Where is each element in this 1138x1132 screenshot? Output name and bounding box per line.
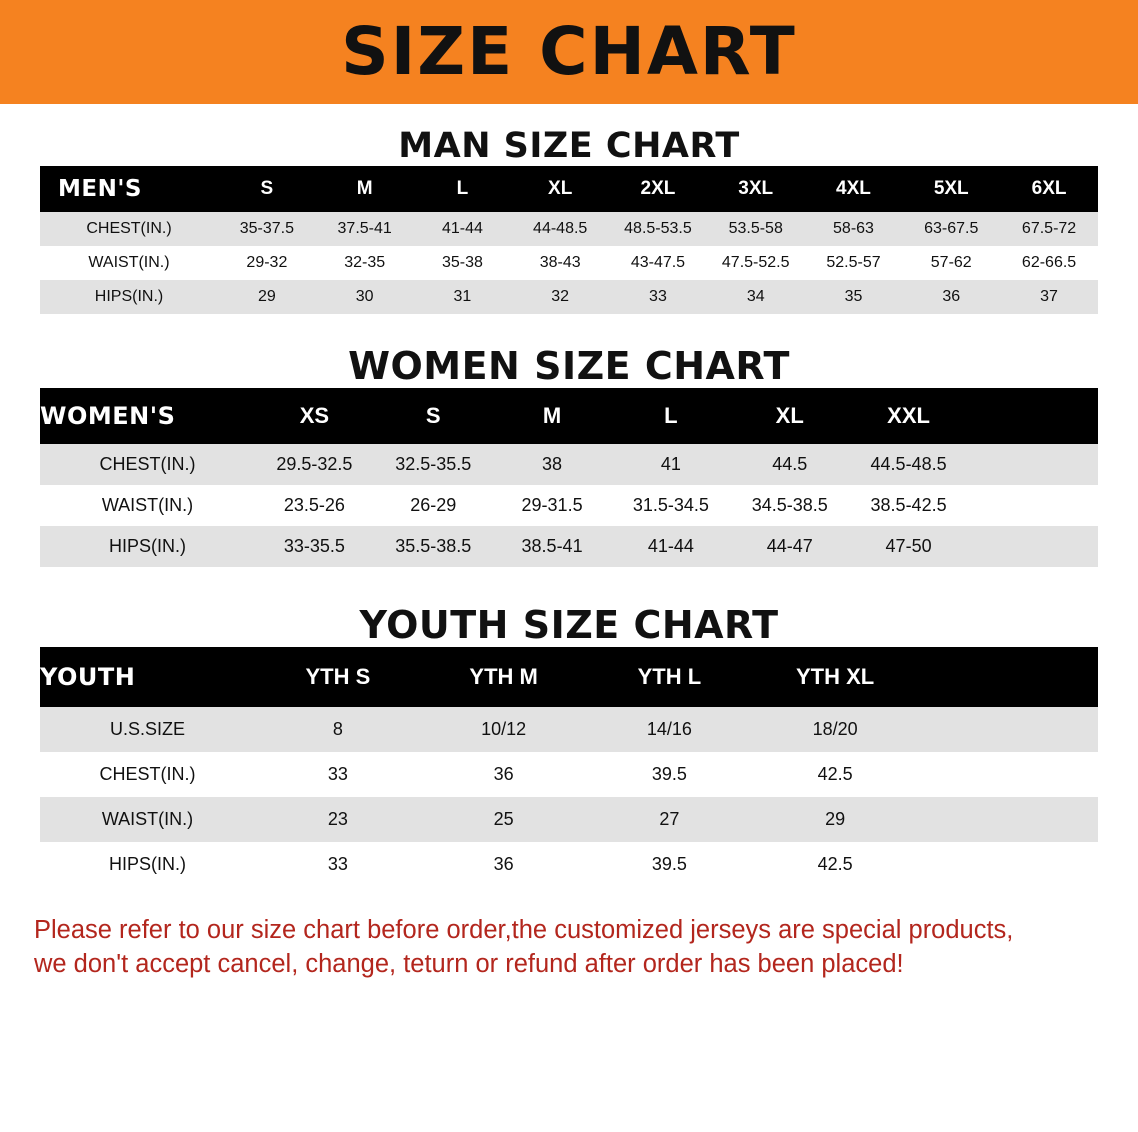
table-row xyxy=(40,797,1098,842)
youth-table-body xyxy=(40,707,1098,887)
youth-r1-c3: 42.5 xyxy=(752,752,918,797)
youth-col-3: YTH XL xyxy=(796,664,875,689)
youth-row-3-label: HIPS(IN.) xyxy=(40,842,255,887)
men-r1-c5: 47.5-52.5 xyxy=(707,246,805,280)
youth-r1-c0: 33 xyxy=(255,752,421,797)
women-r1-c2: 29-31.5 xyxy=(493,485,612,526)
women-col-spacer xyxy=(968,388,1098,444)
women-table-body xyxy=(40,444,1098,567)
women-r2-c3: 41-44 xyxy=(611,526,730,567)
table-row xyxy=(40,752,1098,797)
women-row-0-label: CHEST(IN.) xyxy=(40,444,255,485)
youth-r2-c0: 23 xyxy=(255,797,421,842)
policy-note-line-1: Please refer to our size chart before order,the customized jerseys are special products, xyxy=(34,916,1014,944)
youth-col-2: YTH L xyxy=(637,664,702,689)
women-r0-c5: 44.5-48.5 xyxy=(849,444,968,485)
women-r1-c4: 34.5-38.5 xyxy=(730,485,849,526)
youth-r2-spacer xyxy=(918,797,1098,842)
man-section-heading: MAN SIZE CHART xyxy=(398,126,740,166)
youth-r3-spacer xyxy=(918,842,1098,887)
men-r1-c3: 38-43 xyxy=(511,246,609,280)
women-r1-c3: 31.5-34.5 xyxy=(611,485,730,526)
men-r0-c2: 41-44 xyxy=(414,212,512,246)
man-table-wrap xyxy=(0,166,1138,314)
women-r1-c5: 38.5-42.5 xyxy=(849,485,968,526)
men-r0-c0: 35-37.5 xyxy=(218,212,316,246)
youth-r2-c3: 29 xyxy=(752,797,918,842)
table-row xyxy=(40,842,1098,887)
policy-note-line-2: we don't accept cancel, change, teturn or refund after order has been placed! xyxy=(34,950,904,979)
men-size-table xyxy=(40,166,1098,314)
men-r0-c1: 37.5-41 xyxy=(316,212,414,246)
youth-r3-c3: 42.5 xyxy=(752,842,918,887)
women-r0-c4: 44.5 xyxy=(730,444,849,485)
men-r1-c4: 43-47.5 xyxy=(609,246,707,280)
men-r2-c4: 33 xyxy=(609,280,707,314)
women-r1-c1: 26-29 xyxy=(374,485,493,526)
men-r2-c5: 34 xyxy=(707,280,805,314)
youth-row-0-label: U.S.SIZE xyxy=(40,707,255,752)
youth-col-1: YTH M xyxy=(469,664,538,689)
youth-r1-c1: 36 xyxy=(421,752,587,797)
youth-r0-c1: 10/12 xyxy=(421,707,587,752)
women-col-4: XL xyxy=(775,403,804,428)
men-r2-c6: 35 xyxy=(805,280,903,314)
men-col-4: 2XL xyxy=(640,178,676,199)
women-r0-c0: 29.5-32.5 xyxy=(255,444,374,485)
youth-col-0: YTH S xyxy=(305,664,371,689)
women-col-3: L xyxy=(664,403,678,428)
men-r0-c5: 53.5-58 xyxy=(707,212,805,246)
table-row xyxy=(40,707,1098,752)
men-table-header xyxy=(40,166,1098,212)
youth-row-1-label: CHEST(IN.) xyxy=(40,752,255,797)
women-r0-c3: 41 xyxy=(611,444,730,485)
youth-r0-c2: 14/16 xyxy=(587,707,753,752)
youth-size-table xyxy=(40,647,1098,887)
men-table-body xyxy=(40,212,1098,314)
women-r2-c5: 47-50 xyxy=(849,526,968,567)
youth-r3-c0: 33 xyxy=(255,842,421,887)
header-banner xyxy=(0,0,1138,104)
men-r2-c1: 30 xyxy=(316,280,414,314)
women-r2-spacer xyxy=(968,526,1098,567)
men-r2-c8: 37 xyxy=(1000,280,1098,314)
men-r2-c0: 29 xyxy=(218,280,316,314)
youth-r2-c1: 25 xyxy=(421,797,587,842)
table-header-row xyxy=(40,166,1098,212)
men-row-1-label: WAIST(IN.) xyxy=(40,246,218,280)
women-r2-c0: 33-35.5 xyxy=(255,526,374,567)
men-r1-c1: 32-35 xyxy=(316,246,414,280)
youth-table-header xyxy=(40,647,1098,707)
youth-row-2-label: WAIST(IN.) xyxy=(40,797,255,842)
youth-r0-spacer xyxy=(918,707,1098,752)
table-row xyxy=(40,485,1098,526)
men-col-1: M xyxy=(356,178,373,199)
youth-r0-c0: 8 xyxy=(255,707,421,752)
men-r1-c2: 35-38 xyxy=(414,246,512,280)
men-row-2-label: HIPS(IN.) xyxy=(40,280,218,314)
women-corner-label: WOMEN'S xyxy=(40,402,176,430)
youth-r2-c2: 27 xyxy=(587,797,753,842)
women-table-header xyxy=(40,388,1098,444)
women-r0-spacer xyxy=(968,444,1098,485)
table-header-row xyxy=(40,388,1098,444)
youth-r0-c3: 18/20 xyxy=(752,707,918,752)
men-col-5: 3XL xyxy=(738,178,774,199)
women-r2-c4: 44-47 xyxy=(730,526,849,567)
women-r0-c1: 32.5-35.5 xyxy=(374,444,493,485)
men-row-0-label: CHEST(IN.) xyxy=(40,212,218,246)
women-section-heading: WOMEN SIZE CHART xyxy=(348,344,790,388)
men-col-2: L xyxy=(456,178,469,199)
women-r1-spacer xyxy=(968,485,1098,526)
youth-section-heading: YOUTH SIZE CHART xyxy=(359,603,779,647)
table-row xyxy=(40,212,1098,246)
men-r2-c2: 31 xyxy=(414,280,512,314)
men-r0-c7: 63-67.5 xyxy=(902,212,1000,246)
women-r2-c1: 35.5-38.5 xyxy=(374,526,493,567)
men-r1-c6: 52.5-57 xyxy=(805,246,903,280)
youth-r1-c2: 39.5 xyxy=(587,752,753,797)
table-header-row xyxy=(40,647,1098,707)
youth-r3-c1: 36 xyxy=(421,842,587,887)
women-row-2-label: HIPS(IN.) xyxy=(40,526,255,567)
men-col-6: 4XL xyxy=(836,178,871,199)
men-col-0: S xyxy=(260,178,274,199)
men-r0-c3: 44-48.5 xyxy=(511,212,609,246)
page-title: SIZE CHART xyxy=(341,13,797,90)
women-r0-c2: 38 xyxy=(493,444,612,485)
men-r2-c3: 32 xyxy=(511,280,609,314)
table-row xyxy=(40,526,1098,567)
table-row xyxy=(40,280,1098,314)
women-row-1-label: WAIST(IN.) xyxy=(40,485,255,526)
policy-note xyxy=(34,913,1104,982)
men-r0-c4: 48.5-53.5 xyxy=(609,212,707,246)
men-r1-c0: 29-32 xyxy=(218,246,316,280)
men-col-8: 6XL xyxy=(1031,178,1067,199)
table-row xyxy=(40,444,1098,485)
youth-table-wrap xyxy=(0,647,1138,887)
men-r1-c8: 62-66.5 xyxy=(1000,246,1098,280)
women-size-table xyxy=(40,388,1098,567)
youth-col-spacer xyxy=(918,647,1098,707)
women-r1-c0: 23.5-26 xyxy=(255,485,374,526)
youth-corner-label: YOUTH xyxy=(40,663,136,691)
men-col-3: XL xyxy=(548,178,573,199)
women-col-0: XS xyxy=(299,403,330,428)
youth-r1-spacer xyxy=(918,752,1098,797)
youth-r3-c2: 39.5 xyxy=(587,842,753,887)
table-row xyxy=(40,246,1098,280)
men-r0-c6: 58-63 xyxy=(805,212,903,246)
men-col-7: 5XL xyxy=(933,178,969,199)
women-col-5: XXL xyxy=(887,403,930,428)
women-r2-c2: 38.5-41 xyxy=(493,526,612,567)
men-r1-c7: 57-62 xyxy=(902,246,1000,280)
men-r0-c8: 67.5-72 xyxy=(1000,212,1098,246)
women-col-1: S xyxy=(425,403,441,428)
women-table-wrap xyxy=(0,388,1138,567)
women-col-2: M xyxy=(542,403,562,428)
men-corner-label: MEN'S xyxy=(58,176,142,202)
men-r2-c7: 36 xyxy=(902,280,1000,314)
